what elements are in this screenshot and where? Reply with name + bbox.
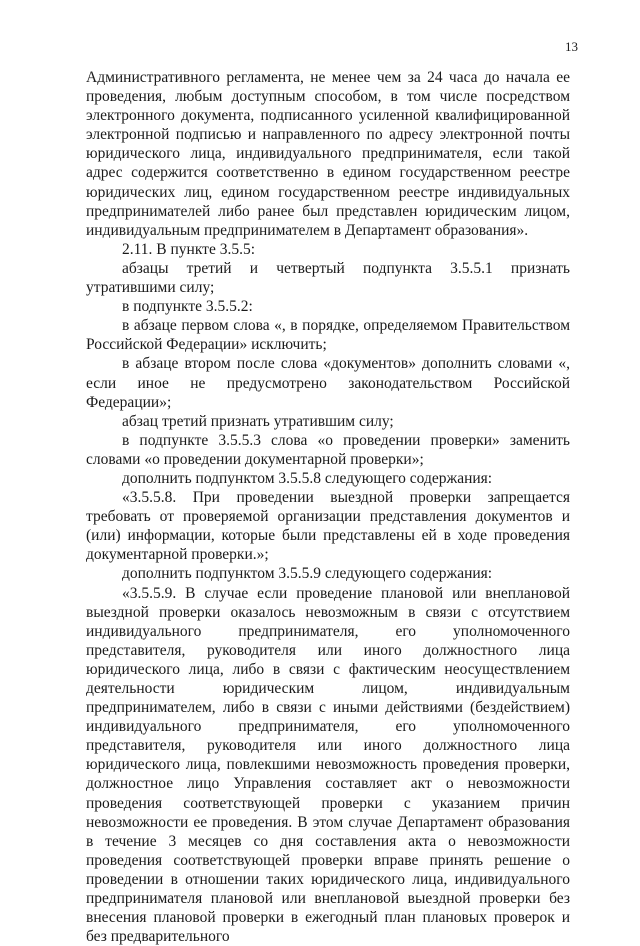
paragraph: дополнить подпунктом 3.5.5.9 следующего содержания: xyxy=(122,565,493,583)
paragraph: 2.11. В пункте 3.5.5: xyxy=(122,240,256,258)
paragraph: Административного регламента, не менее чем за 24 часа до начала ее проведения, любым доступным способом, в том числе посредством электронного документа, подписанного усиленной квалифицированной электронной подписью и направленного по адресу электронной почты юридического лица, индивидуального предпринимателя, если такой адрес содержится соответственно в едином государственном реестре юридических лиц, едином государственном реестре индивидуальных предпринимателей либо ранее был представлен юридическим лицом, индивидуальным предпринимателем в Департамент образования». xyxy=(86,69,570,239)
paragraph: абзацы третий и четвертый подпункта 3.5.5.1 признать утратившими силу; xyxy=(86,259,570,297)
paragraph: дополнить подпунктом 3.5.5.8 следующего содержания: xyxy=(122,469,493,487)
paragraph: «3.5.5.9. В случае если проведение плановой или внеплановой выездной проверки оказалось невозможным в связи с отсутствием индивидуального предпринимателя, его уполномоченного представителя, руководителя или иного должностного лица юридического лица, либо в связи с фактическим неосуществлением деятельности юридическим лицом, индивидуальным предпринимателем, либо в связи с иными действиями (бездействием) индивидуального предпринимателя, его уполномоченного представителя, руководителя или иного должностного лица юридического лица, повлекшими невозможность проведения проверки, должностное лицо Управления составляет акт о невозможности проведения соответствующей проверки с указанием причин невозможности ее проведения. В этом случае Департамент образования в течение 3 месяцев со дня составления акта о невозможности проведения соответствующей проверки вправе принять решение о проведении в отношении таких юридического лица, индивидуального предпринимателя плановой или внеплановой выездной проверки без внесения плановой проверки в ежегодный план плановых проверок и без предварительного xyxy=(86,584,570,946)
paragraph: в абзаце втором после слова «документов» дополнить словами «, если иное не предусмотрено законодательством Российской Федерации»; xyxy=(86,355,570,411)
document-body xyxy=(86,68,570,946)
page-number: 13 xyxy=(565,39,578,54)
paragraph: в подпункте 3.5.5.2: xyxy=(122,298,253,316)
paragraph: «3.5.5.8. При проведении выездной проверки запрещается требовать от проверяемой организации представления документов и (или) информации, которые были представлены ей в ходе проведения документарной проверки.»; xyxy=(86,489,570,564)
paragraph: абзац третий признать утратившим силу; xyxy=(122,412,394,430)
paragraph: в абзаце первом слова «, в порядке, определяемом Правительством Российской Федерации» исключить; xyxy=(86,317,570,354)
paragraph: в подпункте 3.5.5.3 слова «о проведении проверки» заменить словами «о проведении документарной проверки»; xyxy=(86,431,570,468)
